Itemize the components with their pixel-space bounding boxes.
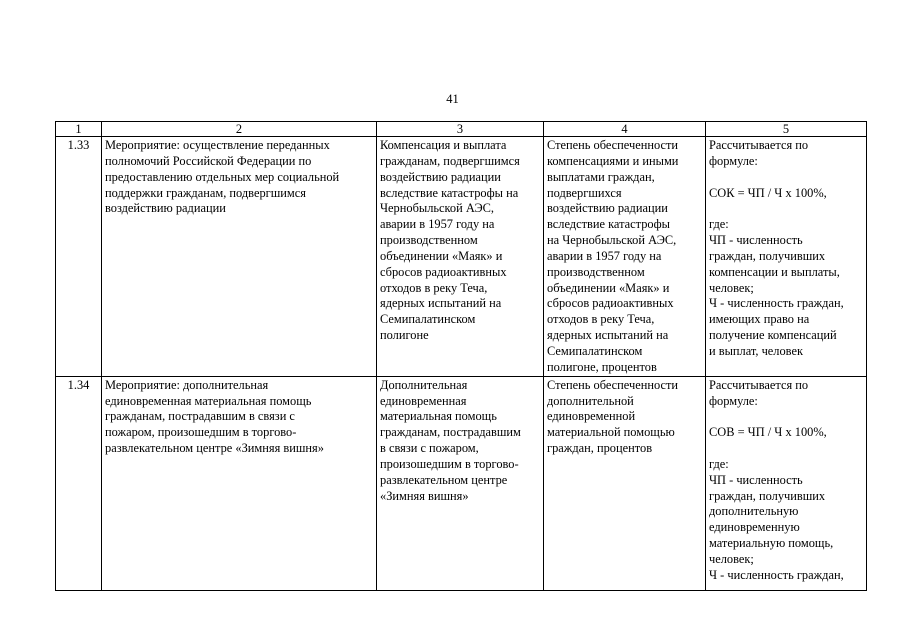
cell-text-line: компенсациями и иными [547,153,679,168]
cell-text-line: Ч - численность граждан, [709,567,844,582]
cell-text-line: гражданам, пострадавшим в связи с [105,409,295,424]
header-cell: 5 [706,122,867,137]
cell-text-line: отходов в реку Теча, [380,280,488,295]
cell-text-line: Степень обеспеченности [547,138,679,152]
cell-text-line: Мероприятие: осуществление переданных [105,138,330,152]
cell-text-line: сбросов радиоактивных [380,264,507,279]
cell-text-line: формуле: [709,393,758,408]
cell-text-line: выплатами граждан, [547,169,655,184]
cell-text-line: Чернобыльской АЭС, [380,201,495,216]
cell-text-line: Семипалатинском [547,343,643,358]
cell-text-line: производственном [380,233,478,248]
cell-text-line [709,409,863,425]
cell-text-line: получение компенсаций [709,328,837,343]
cell-text-line: единовременная материальная помощь [105,393,312,408]
indicators-table [55,121,867,591]
cell-text-line: компенсации и выплаты, [709,264,840,279]
indicator-cell [544,376,706,590]
result-cell [377,137,544,377]
cell-text-line: Ч - численность граждан, [709,296,844,311]
cell-text-line: материальная помощь [380,409,497,424]
cell-text-line: СОК = ЧП / Ч x 100%, [709,185,827,200]
cell-text-line: произошедшим в торгово- [380,456,519,471]
indicator-cell [544,137,706,377]
result-cell [377,376,544,590]
cell-text-line: Рассчитывается по [709,138,809,152]
cell-text-line: единовременная [380,393,467,408]
cell-text-line: дополнительную [709,504,799,519]
cell-text-line: Компенсация и выплата [380,138,507,152]
table-header-row [56,122,867,137]
cell-text-line: воздействию радиации [547,201,668,216]
cell-text-line [709,441,863,457]
cell-text-line: имеющих право на [709,312,810,327]
cell-text-line: Степень обеспеченности [547,377,679,392]
cell-text-line [709,170,863,186]
cell-text-line: подвергшихся [547,185,622,200]
header-cell: 3 [377,122,544,137]
event-cell [102,137,377,377]
cell-text-line: воздействию радиации [380,169,501,184]
cell-text-line: полигоне [380,328,429,343]
cell-text-line: гражданам, пострадавшим [380,425,521,440]
cell-text-line: единовременную [709,520,800,535]
cell-text-line: отходов в реку Теча, [547,312,655,327]
cell-text-line: Дополнительная [380,377,468,392]
cell-text-line: поддержки гражданам, подвергшимся [105,185,306,200]
page-number: 41 [446,92,459,106]
formula-cell [706,376,867,590]
event-cell [102,376,377,590]
cell-text-line: на Чернобыльской АЭС, [547,233,677,248]
cell-text-line: ЧП - численность [709,472,803,487]
cell-text-line: вследствие катастрофы на [380,185,519,200]
cell-text-line: гражданам, подвергшимся [380,153,520,168]
cell-text-line: материальную помощь, [709,536,834,551]
cell-text-line: аварии в 1957 году на [547,248,662,263]
cell-text-line: граждан, получивших [709,488,826,503]
cell-text-line: СОВ = ЧП / Ч x 100%, [709,425,827,440]
table-row [56,137,867,377]
cell-text-line: материальной помощью [547,425,675,440]
cell-text-line: Мероприятие: дополнительная [105,377,269,392]
cell-text-line: аварии в 1957 году на [380,217,495,232]
cell-text-line: развлекательном центре [380,472,508,487]
cell-text-line: предоставлению отдельных мер социальной [105,169,340,184]
header-cell: 1 [56,122,102,137]
cell-text-line: объединении «Маяк» и [380,248,503,263]
formula-cell [706,137,867,377]
cell-text-line: граждан, процентов [547,441,653,456]
cell-text-line: воздействию радиации [105,201,226,216]
cell-text-line: полномочий Российской Федерации по [105,153,312,168]
cell-text-line: полигоне, процентов [547,359,657,374]
cell-text-line: в связи с пожаром, [380,441,479,456]
cell-text-line: объединении «Маяк» и [547,280,670,295]
cell-text-line: где: [709,456,729,471]
header-cell: 2 [102,122,377,137]
cell-text-line: производственном [547,264,645,279]
cell-text-line: ЧП - численность [709,233,803,248]
cell-text-line: Семипалатинском [380,312,476,327]
header-cell: 4 [544,122,706,137]
cell-text-line: единовременной [547,409,636,424]
cell-text-line: ядерных испытаний на [547,328,669,343]
cell-text-line: человек; [709,280,754,295]
row-number: 1.33 [56,137,102,377]
cell-text-line: ядерных испытаний на [380,296,502,311]
cell-text-line: формуле: [709,153,758,168]
table-row [56,376,867,590]
cell-text-line: Рассчитывается по [709,377,809,392]
cell-text-line: пожаром, произошедшим в торгово- [105,425,297,440]
cell-text-line: где: [709,217,729,232]
cell-text-line: дополнительной [547,393,634,408]
row-number: 1.34 [56,376,102,590]
cell-text-line: человек; [709,551,754,566]
cell-text-line: вследствие катастрофы [547,217,670,232]
cell-text-line: развлекательном центре «Зимняя вишня» [105,441,324,456]
cell-text-line: сбросов радиоактивных [547,296,674,311]
cell-text-line [709,201,863,217]
cell-text-line: граждан, получивших [709,248,826,263]
cell-text-line: «Зимняя вишня» [380,488,469,503]
cell-text-line: и выплат, человек [709,343,803,358]
